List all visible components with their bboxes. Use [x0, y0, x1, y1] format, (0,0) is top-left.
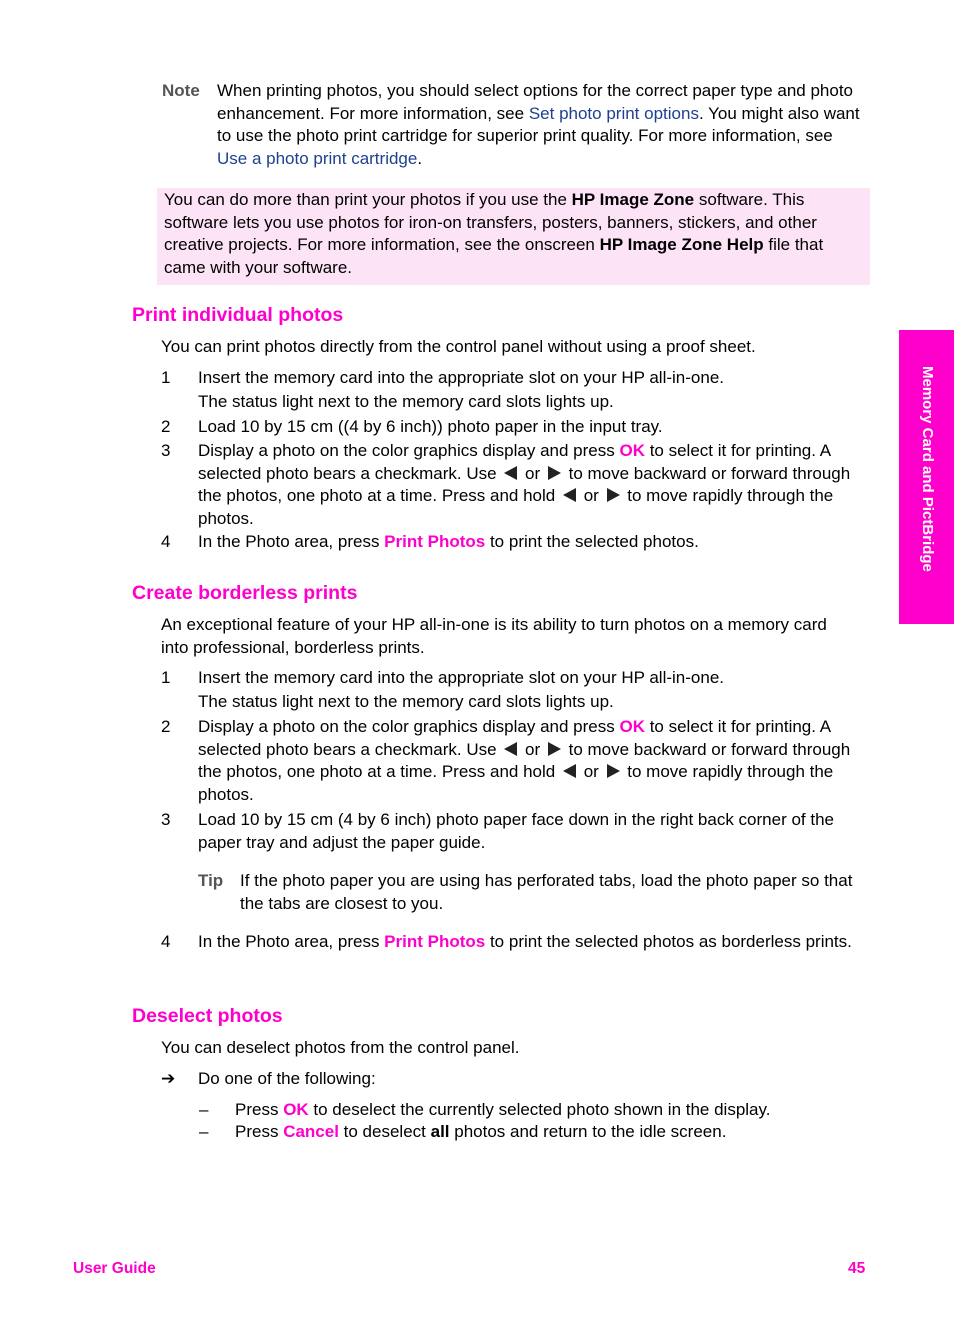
- print-photos-button-ref: Print Photos: [384, 932, 486, 951]
- ok-button-ref: OK: [283, 1100, 309, 1119]
- option-text: Press Cancel to deselect all photos and return to the idle screen.: [235, 1122, 727, 1141]
- dash-bullet: –: [199, 1122, 209, 1141]
- left-arrow-icon: [563, 764, 576, 778]
- heading-print-individual-photos: Print individual photos: [132, 304, 344, 326]
- step-text: In the Photo area, press Print Photos to print the selected photos.: [198, 532, 699, 551]
- step-number: 4: [161, 532, 171, 551]
- step-text: Insert the memory card into the appropriate slot on your HP all-in-one. The status light next to the memory card slots lights up.: [198, 368, 725, 411]
- right-arrow-icon: [548, 466, 561, 480]
- link-set-photo-print-options[interactable]: Set photo print options: [528, 103, 699, 123]
- step-text: In the Photo area, press Print Photos to print the selected photos as borderless prints.: [198, 932, 852, 951]
- arrow-icon: ➔: [161, 1069, 176, 1088]
- right-arrow-icon: [607, 764, 620, 778]
- right-arrow-icon: [607, 488, 620, 502]
- hp-image-zone-callout: You can do more than print your photos if you use the HP Image Zone software. This software lets you use photos for iron-on transfers, posters, banners, stickers, and other creative projects. For more information, see the onscreen HP Image Zone Help file that came with your software.: [157, 188, 870, 285]
- step-text: Display a photo on the color graphics display and press OK to select it for printing. A selected photo bears a checkmark. Use or to move backward or forward through the photos, one photo at a time. Press and hold or to move rapidly through the photos.: [198, 441, 851, 528]
- section3-intro: You can deselect photos from the control panel.: [161, 1038, 520, 1057]
- chapter-side-tab: Memory Card and PictBridge: [899, 330, 954, 624]
- step-number: 1: [161, 668, 171, 687]
- option-text: Press OK to deselect the currently selected photo shown in the display.: [235, 1100, 771, 1119]
- step-number: 2: [161, 717, 171, 736]
- step-text: Do one of the following:: [198, 1069, 376, 1088]
- heading-deselect-photos: Deselect photos: [132, 1005, 283, 1027]
- footer-title: User Guide: [73, 1260, 156, 1277]
- heading-create-borderless-prints: Create borderless prints: [132, 582, 358, 604]
- step-number: 3: [161, 810, 171, 829]
- step-number: 1: [161, 368, 171, 387]
- left-arrow-icon: [504, 742, 517, 756]
- note-label: Note: [162, 81, 200, 100]
- dash-bullet: –: [199, 1100, 209, 1119]
- section1-intro: You can print photos directly from the control panel without using a proof sheet.: [161, 337, 756, 356]
- left-arrow-icon: [563, 488, 576, 502]
- page-number: 45: [848, 1260, 866, 1277]
- tip-text: If the photo paper you are using has perforated tabs, load the photo paper so that the tabs are closest to you.: [240, 871, 853, 913]
- print-photos-button-ref: Print Photos: [384, 532, 486, 551]
- step-text: Load 10 by 15 cm (4 by 6 inch) photo paper face down in the right back corner of the paper tray and adjust the paper guide.: [198, 810, 834, 852]
- step-text: Load 10 by 15 cm ((4 by 6 inch)) photo paper in the input tray.: [198, 417, 663, 436]
- step-text: Display a photo on the color graphics display and press OK to select it for printing. A selected photo bears a checkmark. Use or to move backward or forward through the photos, one photo at a time. Press and hold or to move rapidly through the photos.: [198, 717, 851, 804]
- step-number: 2: [161, 417, 171, 436]
- cancel-button-ref: Cancel: [283, 1122, 339, 1141]
- step-number: 4: [161, 932, 171, 951]
- ok-button-ref: OK: [619, 717, 645, 736]
- step-number: 3: [161, 441, 171, 460]
- step-text: Insert the memory card into the appropriate slot on your HP all-in-one. The status light next to the memory card slots lights up.: [198, 668, 725, 711]
- left-arrow-icon: [504, 466, 517, 480]
- note-text: When printing photos, you should select options for the correct paper type and photo enhancement. For more information, see Set photo print options. You might also want to use the photo print cartridge for superior print quality. For more information, see Use a photo print cartridge.: [217, 81, 860, 168]
- right-arrow-icon: [548, 742, 561, 756]
- tip-label: Tip: [198, 871, 224, 890]
- ok-button-ref: OK: [619, 441, 645, 460]
- section2-intro: An exceptional feature of your HP all-in-one is its ability to turn photos on a memory card into professional, borderless prints.: [161, 615, 827, 657]
- link-use-photo-print-cartridge[interactable]: Use a photo print cartridge: [217, 148, 418, 168]
